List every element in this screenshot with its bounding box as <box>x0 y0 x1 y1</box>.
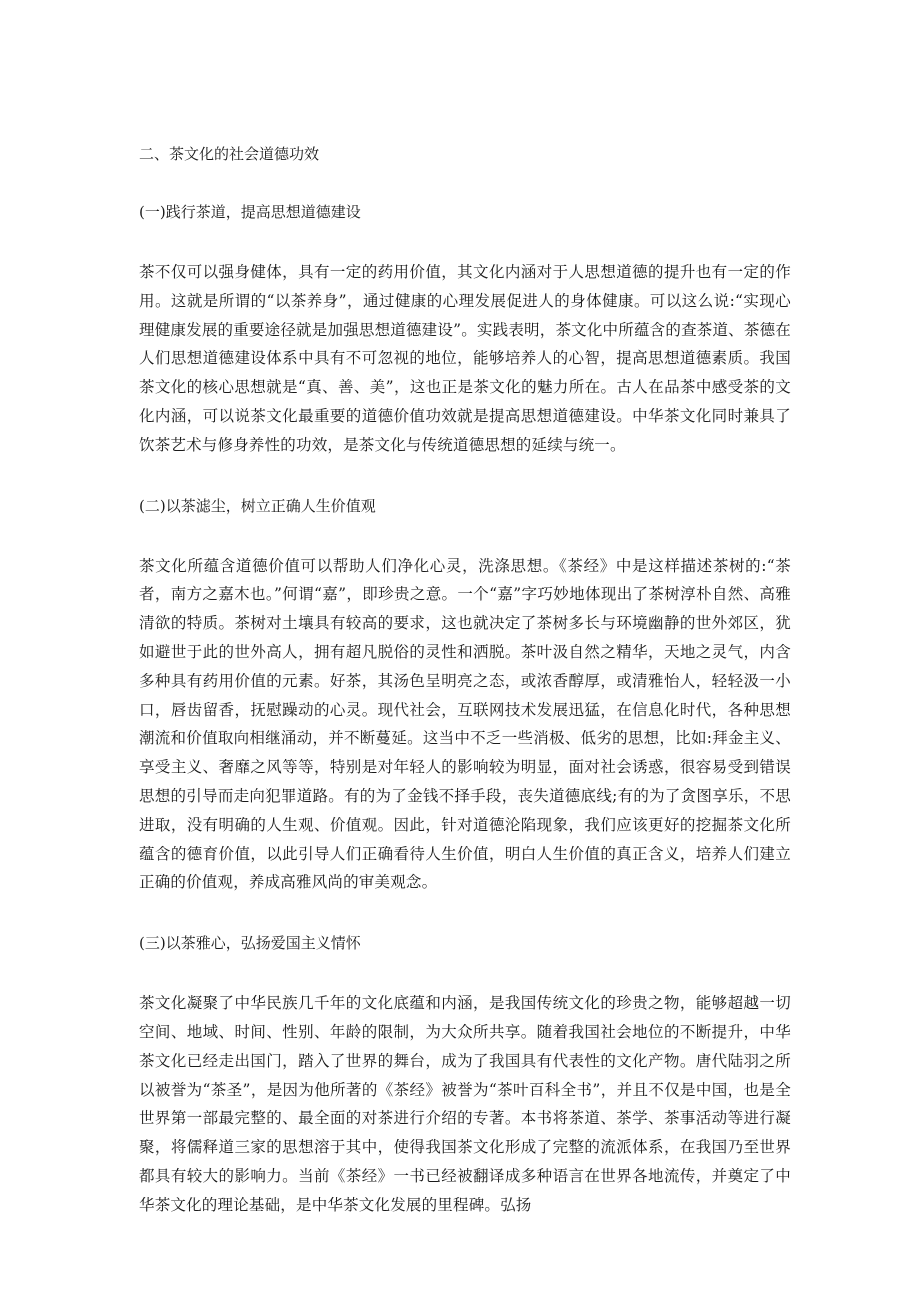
spacer <box>139 897 791 929</box>
section-body-3: 茶文化凝聚了中华民族几千年的文化底蕴和内涵，是我国传统文化的珍贵之物，能够超越一切空间、地域、时间、性别、年龄的限制，为大众所共享。随着我国社会地位的不断提升，中华茶文化已经走出国门，踏入了世界的舞台，成为了我国具有代表性的文化产物。唐代陆羽之所以被誉为“茶圣”，是因为他所著的《茶经》被誉为“茶叶百科全书”，并且不仅是中国，也是全世界第一部最完整的、最全面的对茶进行介绍的专著。本书将茶道、茶学、茶事活动等进行凝聚，将儒释道三家的思想溶于其中，使得我国茶文化形成了完整的流派体系，在我国乃至世界都具有较大的影响力。当前《茶经》一书已经被翻译成多种语言在世界各地流传，并奠定了中华茶文化的理论基础，是中华茶文化发展的里程碑。弘扬 <box>139 994 791 1214</box>
spacer <box>139 520 791 552</box>
spacer <box>139 957 791 989</box>
document-page <box>139 140 791 1220</box>
section-body-2: 茶文化所蕴含道德价值可以帮助人们净化心灵，洗涤思想。《茶经》中是这样描述茶树的:“茶者，南方之嘉木也。”何谓“嘉”，即珍贵之意。一个“嘉”字巧妙地体现出了茶树淳朴自然、高雅清欲的特质。茶树对土壤具有较高的要求，这也就决定了茶树多长与环境幽静的世外郊区，犹如避世于此的世外高人，拥有超凡脱俗的灵性和洒脱。茶叶汲自然之精华，天地之灵气，内含多种具有药用价值的元素。好茶，其汤色呈明亮之态，或浓香醇厚，或清雅怡人，轻轻汲一小口，唇齿留香，抚慰躁动的心灵。现代社会，互联网技术发展迅猛，在信息化时代，各种思想潮流和价值取向相继涌动，并不断蔓延。这当中不乏一些消极、低劣的思想，比如:拜金主义、享受主义、奢靡之风等等，特别是对年轻人的影响较为明显，面对社会诱惑，很容易受到错误思想的引导而走向犯罪道路。有的为了金钱不择手段，丧失道德底线;有的为了贪图享乐，不思进取，没有明确的人生观、价值观。因此，针对道德沦陷现象，我们应该更好的挖掘茶文化所蕴含的德育价值，以此引导人们正确看待人生价值，明白人生价值的真正含义，培养人们建立正确的价值观，养成高雅风尚的审美观念。 <box>139 556 791 892</box>
spacer <box>139 460 791 492</box>
document-heading: 二、茶文化的社会道德功效 <box>139 145 320 163</box>
section-title-2: (二)以茶滤尘，树立正确人生价值观 <box>139 496 376 515</box>
section-title-3: (三)以茶雅心，弘扬爱国主义情怀 <box>139 934 361 953</box>
spacer <box>139 226 791 258</box>
section-title-1: (一)践行茶道，提高思想道德建设 <box>139 203 361 221</box>
spacer <box>139 168 791 198</box>
section-body-1: 茶不仅可以强身健体，具有一定的药用价值，其文化内涵对于人思想道德的提升也有一定的作用。这就是所谓的“以茶养身”，通过健康的心理发展促进人的身体健康。可以这么说:“实现心理健康发展的重要途径就是加强思想道德建设”。实践表明，茶文化中所蕴含的查茶道、茶德在人们思想道德建设体系中具有不可忽视的地位，能够培养人的心智，提高思想道德素质。我国茶文化的核心思想就是“真、善、美”，这也正是茶文化的魅力所在。古人在品茶中感受茶的文化内涵，可以说茶文化最重要的道德价值功效就是提高思想道德建设。中华茶文化同时兼具了饮茶艺术与修身养性的功效，是茶文化与传统道德思想的延续与统一。 <box>139 263 791 454</box>
